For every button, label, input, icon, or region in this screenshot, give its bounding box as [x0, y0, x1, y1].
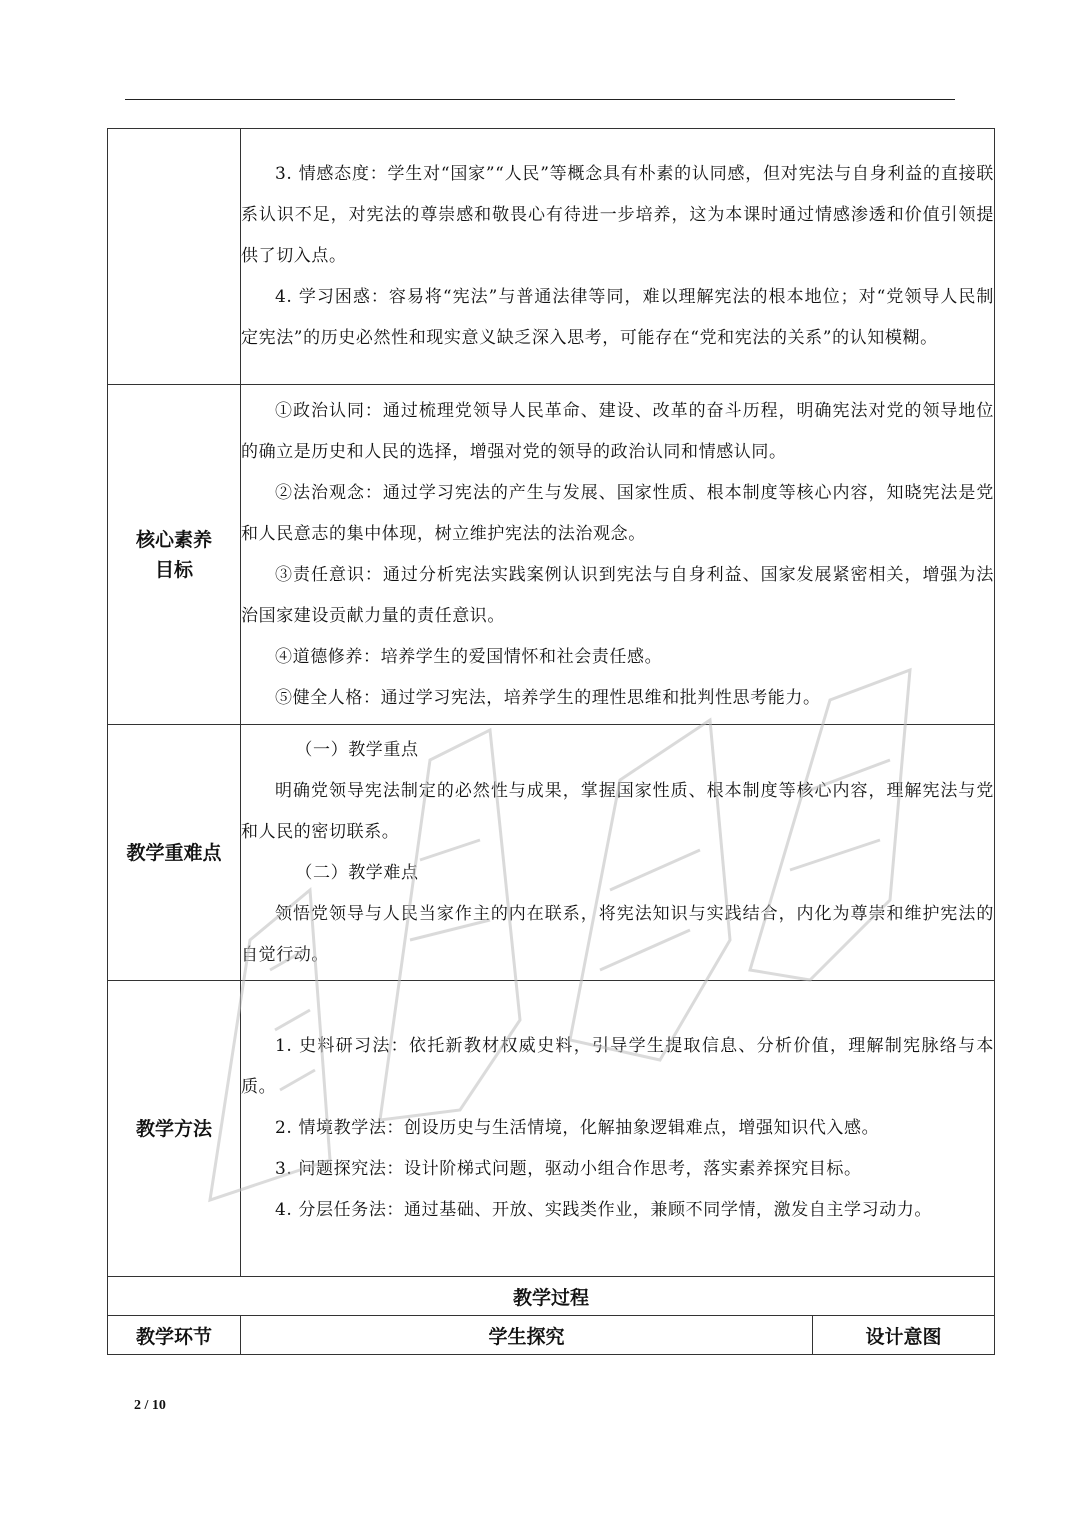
- paragraph: ③责任意识：通过分析宪法实践案例认识到宪法与自身利益、国家发展紧密相关，增强为法治国家建设贡献力量的责任意识。: [241, 564, 994, 626]
- label-learning-state: [108, 129, 241, 385]
- paragraph: ④道德修养：培养学生的爱国情怀和社会责任感。: [275, 646, 663, 667]
- col-stage: 教学环节: [108, 1316, 241, 1355]
- row-methods: [108, 981, 995, 1277]
- col-intent: 设计意图: [813, 1316, 995, 1355]
- row-process-columns: [108, 1316, 995, 1355]
- label-core-literacy: [108, 385, 241, 725]
- paragraph: 3. 情感态度：学生对“国家”“人民”等概念具有朴素的认同感，但对宪法与自身利益的直接联系认识不足，对宪法的尊崇感和敬畏心有待进一步培养，这为本课时通过情感渗透和价值引领提供了切入点。: [241, 164, 994, 266]
- paragraph: ⑤健全人格：通过学习宪法，培养学生的理性思维和批判性思考能力。: [275, 687, 821, 708]
- row-key-points: [108, 725, 995, 981]
- row-learning-state: [108, 129, 995, 385]
- process-title: 教学过程: [108, 1277, 995, 1316]
- label-methods: 教学方法: [108, 981, 241, 1277]
- paragraph: 3. 问题探究法：设计阶梯式问题，驱动小组合作思考，落实素养探究目标。: [275, 1159, 862, 1179]
- key-heading: （一）教学重点: [295, 739, 419, 760]
- page-number: 2 / 10: [134, 1398, 166, 1413]
- content-core-literacy: [241, 385, 995, 725]
- row-process-title: [108, 1277, 995, 1316]
- difficulty-text: 领悟党领导与人民当家作主的内在联系，将宪法知识与实践结合，内化为尊崇和维护宪法的自觉行动。: [241, 903, 994, 965]
- key-text: 明确党领导宪法制定的必然性与成果，掌握国家性质、根本制度等核心内容，理解宪法与党和人民的密切联系。: [241, 780, 994, 842]
- col-student: 学生探究: [241, 1316, 813, 1355]
- row-core-literacy: [108, 385, 995, 725]
- paragraph: 4. 分层任务法：通过基础、开放、实践类作业，兼顾不同学情，激发自主学习动力。: [275, 1200, 933, 1220]
- paragraph: ②法治观念：通过学习宪法的产生与发展、国家性质、根本制度等核心内容，知晓宪法是党和人民意志的集中体现，树立维护宪法的法治观念。: [241, 482, 994, 544]
- label-text: 核心素养目标: [135, 528, 212, 581]
- content-learning-state: [241, 129, 995, 385]
- paragraph: 2. 情境教学法：创设历史与生活情境，化解抽象逻辑难点，增强知识代入感。: [275, 1118, 880, 1138]
- difficulty-heading: （二）教学难点: [295, 862, 419, 883]
- paragraph: 1. 史料研习法：依托新教材权威史料，引导学生提取信息、分析价值，理解制宪脉络与本质。: [241, 1036, 994, 1097]
- header-rule: [125, 99, 955, 100]
- label-key-points: 教学重难点: [108, 725, 241, 981]
- paragraph: 4. 学习困惑：容易将“宪法”与普通法律等同，难以理解宪法的根本地位；对“党领导人民制定宪法”的历史必然性和现实意义缺乏深入思考，可能存在“党和宪法的关系”的认知模糊。: [241, 287, 994, 348]
- paragraph: ①政治认同：通过梳理党领导人民革命、建设、改革的奋斗历程，明确宪法对党的领导地位的确立是历史和人民的选择，增强对党的领导的政治认同和情感认同。: [241, 400, 994, 462]
- content-methods: [241, 981, 995, 1277]
- content-key-points: [241, 725, 995, 981]
- lesson-plan-table: [107, 128, 995, 1355]
